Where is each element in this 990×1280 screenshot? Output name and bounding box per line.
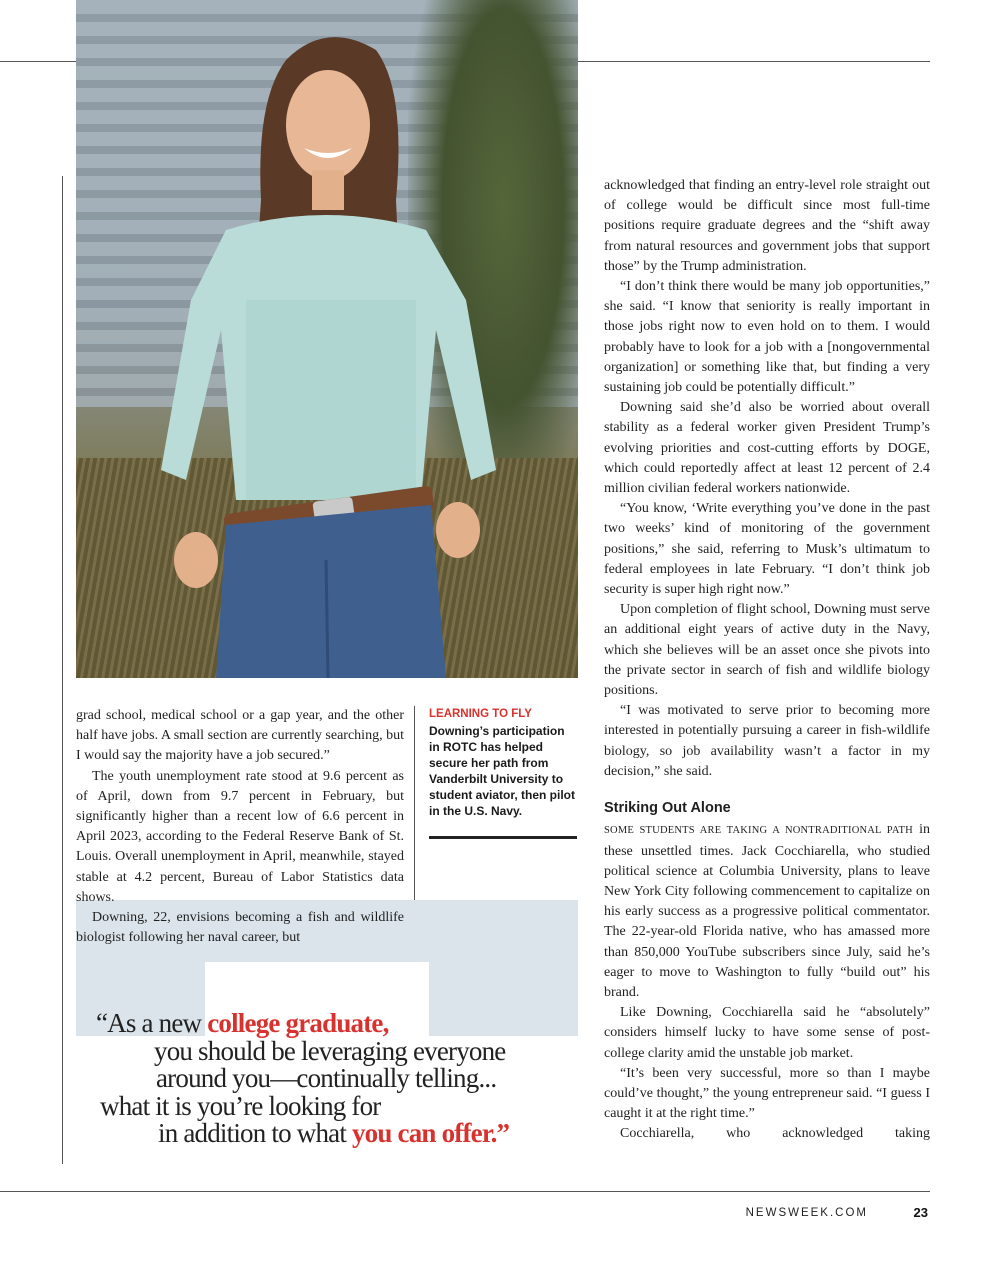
body-paragraph: “I was motivated to serve prior to becoming more interested in potentially pursuing a career in fish-wildlife biology, so job availability wasn’t a factor in my decision,” she said.: [604, 703, 930, 779]
pull-quote-line: [158, 1120, 576, 1148]
footer-site-name: NEWSWEEK.COM: [745, 1207, 868, 1219]
body-paragraph: “You know, ‘Write everything you’ve done in the past two weeks’ kind of monitoring of the government positions,” she said, referring to Musk’s ultimatum to federal employees in late February. “I don’t think job security is super high right now.”: [604, 501, 930, 598]
footer-rule: [0, 1191, 930, 1192]
lead-paragraph-text: in these unsettled times. Jack Cocchiarella, who studied political science at Columbia University, plans to leave New York City following commencement to capitalize on his early success as a progressive political commentator. The 22-year-old Florida native, who has amassed more than 850,000 YouTube subscribers since July, said he’s eager to move to Washington to fully “build out” his brand.: [604, 822, 931, 1000]
pull-quote-line: what it is you’re looking for: [100, 1090, 381, 1121]
body-paragraph: grad school, medical school or a gap year, and the other half have jobs. A small section are currently searching, but I would say the majority have a job secured.”: [76, 708, 404, 764]
body-paragraph: Cocchiarella, who acknowledged taking: [620, 1126, 930, 1142]
body-paragraph: Like Downing, Cocchiarella said he “absolutely” considers himself lucky to have some sense of post-college clarity amid the unstable job market.: [604, 1005, 930, 1061]
caption-text: Downing’s participation in ROTC has helped secure her path from Vanderbilt University to student aviator, then pilot in the U.S. Navy.: [429, 724, 576, 818]
lead-paragraph: [604, 820, 930, 1003]
top-rule-right: [578, 61, 930, 62]
left-margin-rule: [62, 176, 63, 1164]
caption-bottom-rule: [429, 836, 577, 839]
right-column-text: [604, 176, 930, 1145]
photo-caption: [429, 706, 577, 819]
body-paragraph: “I don’t think there would be many job opportunities,” she said. “I know that seniority is really important in those jobs right now to even hold on to them. I would probably have to look for a job with a [nongovernmental organization] or something like that, but finding a very sustaining job could be potentially difficult.”: [604, 279, 930, 396]
left-column-text: [76, 706, 404, 948]
lead-in-smallcaps: SOME STUDENTS ARE TAKING A NONTRADITIONAL PATH: [604, 825, 913, 837]
pull-quote-text: in addition to what: [158, 1118, 352, 1148]
pull-quote-highlight: you can offer.”: [351, 1118, 510, 1148]
student-portrait-photo: [76, 0, 578, 678]
body-paragraph: acknowledged that finding an entry-level role straight out of college would be difficult since most full-time positions require graduate degrees and the “shift away from natural resources and government jobs that support those” by the Trump administration.: [604, 178, 930, 274]
top-rule-left: [0, 61, 76, 62]
page-number: 23: [913, 1205, 928, 1220]
pull-quote-line: you should be leveraging everyone: [154, 1035, 506, 1066]
caption-kicker: LEARNING TO FLY: [429, 708, 532, 720]
pull-quote-line: around you—continually telling...: [156, 1063, 497, 1093]
body-paragraph: Downing said she’d also be worried about overall stability as a federal worker given President Trump’s evolving priorities and cost-cutting efforts by DOGE, which could reportedly affect at least 12 percent of 2.4 million civilian federal workers nationwide.: [604, 400, 930, 497]
body-paragraph: Upon completion of flight school, Downing must serve an additional eight years of active duty in the Navy, which she believes will be an asset once she pivots into the private sector in search of fish and wildlife biology positions.: [604, 602, 930, 699]
body-paragraph: Downing, 22, envisions becoming a fish and wildlife biologist following her naval career, but: [76, 910, 404, 946]
body-paragraph: “It’s been very successful, more so than I maybe could’ve thought,” the young entrepreneur said. “I guess I caught it at the right time.”: [604, 1065, 930, 1122]
pull-quote: [96, 1010, 576, 1148]
pull-quote-highlight: college graduate,: [207, 1008, 389, 1038]
section-subhead: Striking Out Alone: [604, 800, 731, 817]
student-portrait-icon: [76, 0, 578, 678]
pull-quote-line: [96, 1010, 576, 1038]
pull-quote-text: “As a new: [96, 1008, 208, 1038]
body-paragraph: The youth unemployment rate stood at 9.6 percent as of April, down from 9.7 percent in February, but significantly higher than a recent low of 6.6 percent in April 2023, according to the Federal Reserve Bank of St. Louis. Overall unemployment in April, meanwhile, stayed stable at 4.2 percent, Bureau of Labor Statistics data shows.: [76, 768, 404, 905]
